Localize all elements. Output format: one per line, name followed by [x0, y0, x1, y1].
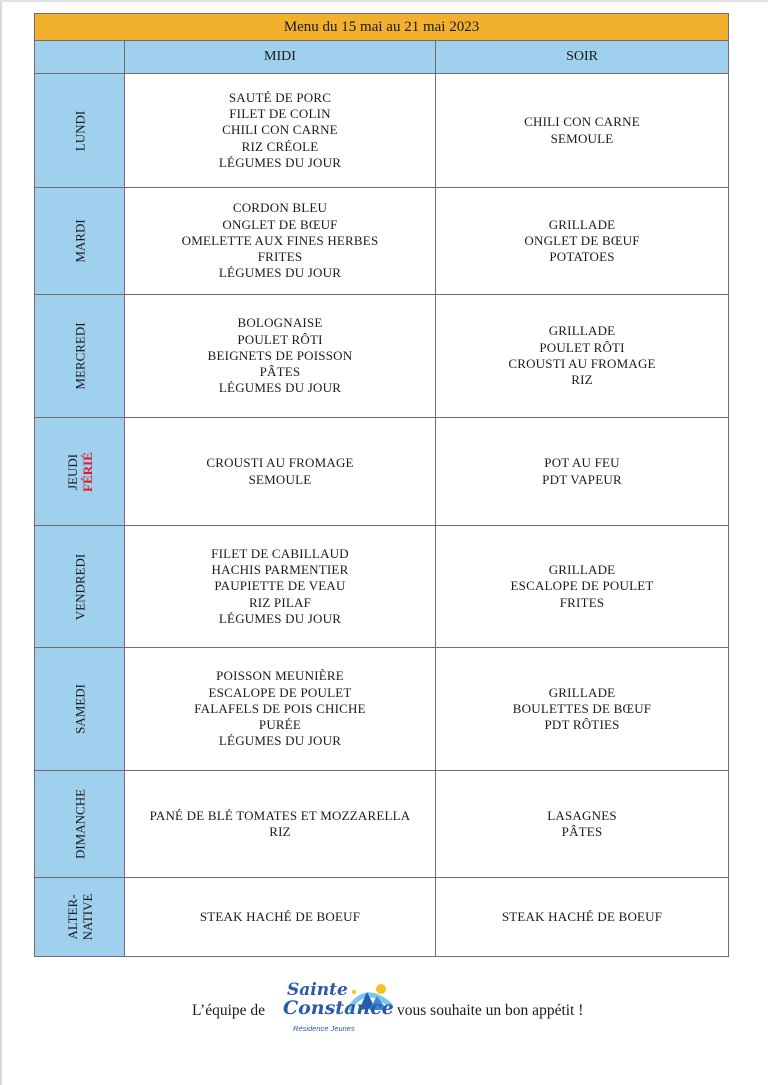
midi-cell	[125, 878, 436, 957]
dish-item: POULET RÔTI	[237, 331, 323, 347]
day-name: DIMANCHE	[72, 788, 87, 860]
menu-table	[34, 13, 729, 957]
dish-item: HACHIS PARMENTIER	[211, 562, 349, 578]
top-edge	[0, 0, 768, 2]
menu-row	[35, 295, 729, 418]
dish-item: LÉGUMES DU JOUR	[218, 154, 342, 170]
menu-row	[35, 188, 729, 295]
dish-item: LÉGUMES DU JOUR	[218, 610, 342, 626]
dish-item: ONGLET DE BŒUF	[524, 232, 640, 248]
dish-item: RIZ CRÉOLE	[241, 138, 319, 154]
day-label-cell	[35, 74, 125, 188]
dish-item: GRILLADE	[548, 323, 616, 339]
soir-cell	[436, 74, 729, 188]
midi-cell	[125, 188, 436, 295]
soir-cell	[436, 878, 729, 957]
dish-item: BOLOGNAISE	[237, 315, 323, 331]
day-name: ALTER-	[64, 894, 80, 940]
sainte-constance-logo	[283, 980, 395, 1040]
menu-row	[35, 878, 729, 957]
soir-cell	[436, 526, 729, 648]
dish-item: BEIGNETS DE POISSON	[207, 347, 353, 363]
day-label	[65, 894, 95, 941]
dish-item: ESCALOPE DE POULET	[208, 684, 352, 700]
day-name: LUNDI	[72, 110, 87, 151]
dish-item: FRITES	[559, 594, 605, 610]
day-name: MERCREDI	[72, 322, 87, 390]
midi-cell	[125, 74, 436, 188]
midi-cell	[125, 418, 436, 526]
dish-item: BOULETTES DE BŒUF	[512, 700, 652, 716]
day-name: JEUDI	[64, 453, 80, 490]
day-label-cell	[35, 295, 125, 418]
dish-item: STEAK HACHÉ DE BOEUF	[199, 908, 361, 924]
holiday-note: FÉRIÉ	[79, 451, 95, 492]
dish-item: SEMOULE	[550, 130, 614, 146]
dish-item: POTATOES	[549, 249, 615, 265]
day-label-cell	[35, 771, 125, 878]
dish-item: GRILLADE	[548, 684, 616, 700]
dish-item: FILET DE COLIN	[229, 106, 331, 122]
day-label	[72, 219, 87, 262]
dish-item: STEAK HACHÉ DE BOEUF	[501, 908, 663, 924]
dish-item: POT AU FEU	[544, 455, 620, 471]
dish-item: PDT VAPEUR	[542, 471, 622, 487]
day-name: SAMEDI	[72, 684, 87, 734]
soir-cell	[436, 771, 729, 878]
day-label-cell	[35, 648, 125, 771]
soir-cell	[436, 648, 729, 771]
dish-item: FALAFELS DE POIS CHICHE	[194, 700, 366, 716]
dish-item: POISSON MEUNIÈRE	[216, 668, 344, 684]
dish-item: PANÉ DE BLÉ TOMATES ET MOZZARELLA	[149, 807, 411, 823]
menu-row	[35, 648, 729, 771]
soir-cell	[436, 295, 729, 418]
soir-cell	[436, 188, 729, 295]
footer	[0, 980, 768, 1050]
dish-item: CHILI CON CARNE	[222, 122, 338, 138]
column-header-soir: SOIR	[436, 41, 729, 74]
day-label	[72, 322, 87, 389]
dish-item: GRILLADE	[548, 216, 616, 232]
menu-row	[35, 526, 729, 648]
menu-rows	[35, 74, 729, 957]
logo-subtitle: Résidence Jeunes	[293, 1024, 355, 1033]
day-name: NATIVE	[79, 893, 95, 941]
day-label-cell	[35, 878, 125, 957]
dish-item: FRITES	[257, 249, 303, 265]
dish-item: FILET DE CABILLAUD	[211, 545, 349, 561]
dish-item: CROUSTI AU FROMAGE	[508, 356, 656, 371]
menu-row	[35, 771, 729, 878]
day-name: VENDREDI	[72, 553, 87, 620]
day-label	[72, 789, 87, 859]
midi-cell	[125, 295, 436, 418]
footer-prefix: L’équipe de	[192, 1002, 266, 1019]
dish-item: LÉGUMES DU JOUR	[218, 733, 342, 749]
midi-cell	[125, 648, 436, 771]
footer-suffix: vous souhaite un bon appétit !	[397, 1002, 584, 1019]
dish-item: PÂTES	[561, 824, 603, 839]
dish-item: CHILI CON CARNE	[524, 114, 640, 130]
dish-item: OMELETTE AUX FINES HERBES	[181, 232, 379, 248]
day-label	[72, 110, 87, 150]
day-label-cell	[35, 418, 125, 526]
dish-item: RIZ	[571, 372, 593, 388]
day-label	[72, 553, 87, 619]
dish-item: LASAGNES	[547, 807, 617, 823]
dish-item: CROUSTI AU FROMAGE	[206, 455, 354, 471]
dish-item: PÂTES	[259, 364, 301, 380]
dish-item: PAUPIETTE DE VEAU	[214, 578, 346, 594]
dish-item: SAUTÉ DE PORC	[228, 89, 332, 105]
dish-item: LÉGUMES DU JOUR	[218, 380, 342, 396]
dish-item: RIZ	[269, 824, 291, 839]
dish-item: POULET RÔTI	[539, 339, 625, 355]
column-header-midi: MIDI	[125, 41, 436, 74]
dish-item: GRILLADE	[548, 562, 616, 578]
dish-item: ONGLET DE BŒUF	[222, 216, 338, 232]
midi-cell	[125, 526, 436, 648]
logo-word-constance: Constance	[283, 997, 394, 1019]
page-edge	[0, 0, 2, 1085]
dish-item: ESCALOPE DE POULET	[510, 578, 654, 594]
dish-item: SEMOULE	[248, 471, 312, 487]
corner-cell	[35, 41, 125, 74]
midi-cell	[125, 771, 436, 878]
soir-cell	[436, 418, 729, 526]
dish-item: CORDON BLEU	[232, 200, 328, 216]
day-label	[65, 452, 95, 492]
day-label	[72, 684, 87, 734]
menu-title: Menu du 15 mai au 21 mai 2023	[35, 14, 729, 41]
logo-word-sainte: Sainte	[287, 980, 348, 1000]
menu-row	[35, 74, 729, 188]
day-label-cell	[35, 526, 125, 648]
menu-row	[35, 418, 729, 526]
day-label-cell	[35, 188, 125, 295]
day-name: MARDI	[72, 219, 87, 263]
dish-item: RIZ PILAF	[248, 594, 312, 610]
dish-item: PURÉE	[258, 717, 302, 733]
dish-item: PDT RÔTIES	[544, 717, 620, 733]
dish-item: LÉGUMES DU JOUR	[218, 265, 342, 281]
